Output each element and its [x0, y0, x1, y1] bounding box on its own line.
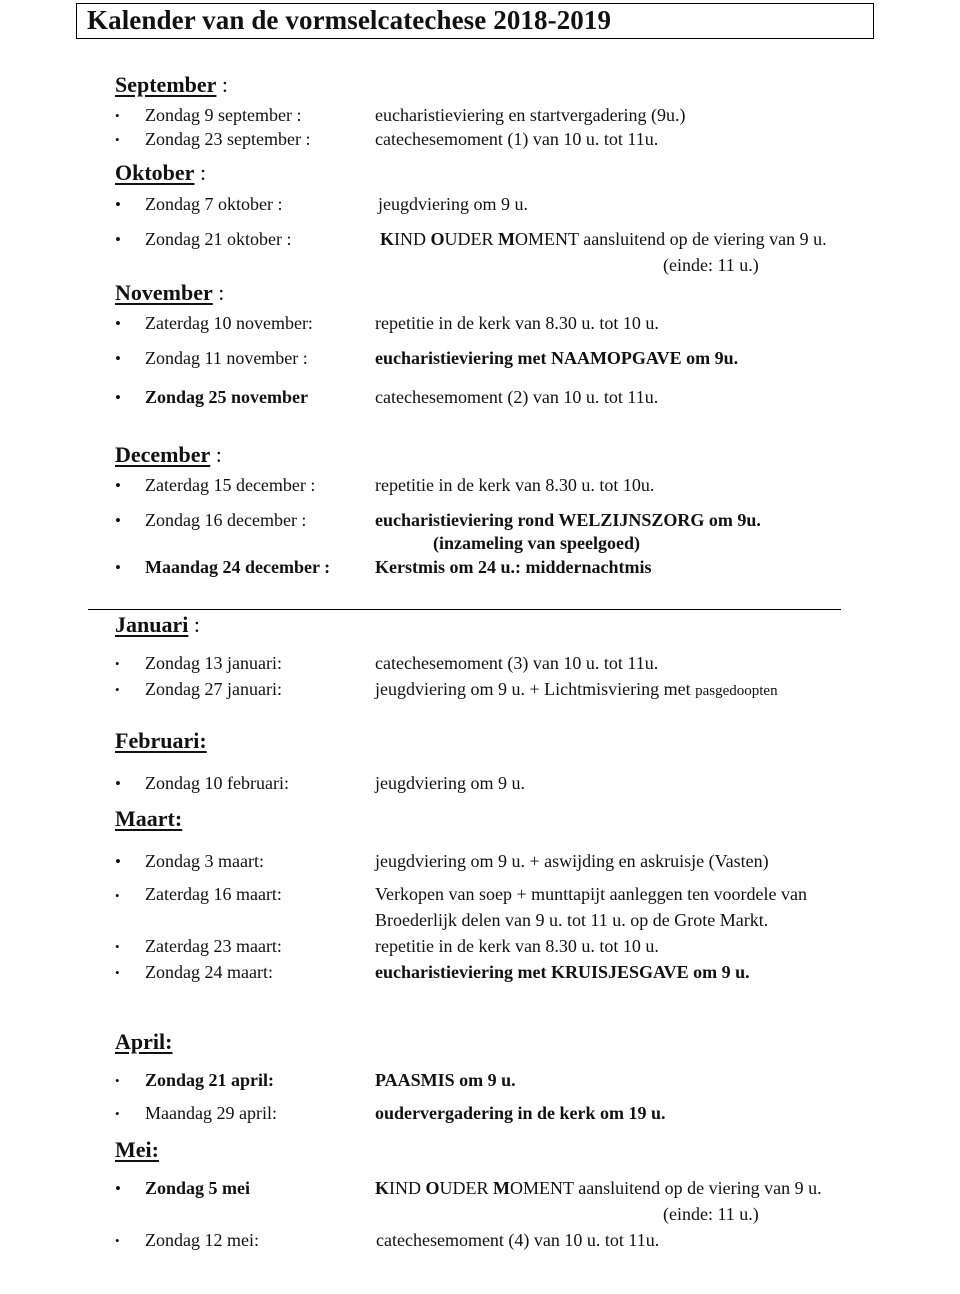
- entry-desc: catechesemoment (3) van 10 u. tot 11u.: [375, 653, 659, 673]
- entry-date: Zondag 7 oktober :: [145, 194, 283, 214]
- entry-desc: KIND OUDER MOMENT aansluitend op de viering van 9 u.: [380, 229, 827, 249]
- divider: [88, 609, 841, 610]
- entry-date: Zondag 11 november :: [145, 348, 308, 368]
- entry-date: Zondag 5 mei: [145, 1178, 251, 1198]
- entry-desc: Verkopen van soep + munttapijt aanleggen ten voordele van: [375, 884, 808, 904]
- entry-date: Zondag 16 december :: [145, 510, 307, 530]
- entry-desc: jeugdviering om 9 u.: [378, 194, 528, 214]
- entry-date: Maandag 24 december :: [145, 557, 331, 577]
- month-heading-januari: [115, 612, 200, 638]
- month-name: November: [115, 280, 213, 305]
- bullet: •: [115, 349, 121, 368]
- month-name: September: [115, 72, 217, 97]
- entry-desc: eucharistieviering met NAAMOPGAVE om 9u.: [375, 348, 739, 368]
- entry-desc: KIND OUDER MOMENT aansluitend op de viering van 9 u.: [375, 1178, 822, 1198]
- entry-date: Zaterdag 16 maart:: [145, 884, 282, 904]
- entry-desc: oudervergadering in de kerk om 19 u.: [375, 1103, 666, 1123]
- entry-date: Zondag 21 oktober :: [145, 229, 292, 249]
- entry-desc: repetitie in de kerk van 8.30 u. tot 10 u.: [375, 313, 659, 333]
- entry-date: Zaterdag 10 november:: [145, 313, 313, 333]
- entry-desc: catechesemoment (4) van 10 u. tot 11u.: [376, 1230, 660, 1250]
- bullet: •: [115, 476, 121, 495]
- entry-date: Zondag 21 april:: [145, 1070, 275, 1090]
- bullet: •: [115, 656, 120, 671]
- bullet: •: [115, 965, 120, 980]
- colon: :: [215, 442, 222, 467]
- bullet: •: [115, 195, 121, 214]
- month-name: December: [115, 442, 211, 467]
- entry-subnote: (einde: 11 u.): [663, 1204, 759, 1224]
- entry-date: Zondag 27 januari:: [145, 679, 282, 699]
- month-heading-september: [115, 72, 228, 98]
- bullet: •: [115, 132, 120, 147]
- colon: :: [218, 280, 225, 305]
- entry-desc: eucharistieviering met KRUISJESGAVE om 9 u.: [375, 962, 750, 982]
- entry-desc: jeugdviering om 9 u. + aswijding en askruisje (Vasten): [375, 851, 769, 871]
- bullet: •: [115, 314, 121, 333]
- month-name: April:: [115, 1029, 173, 1054]
- bullet: •: [115, 511, 121, 530]
- entry-desc: jeugdviering om 9 u. + Lichtmisviering met pasgedoopten: [375, 679, 778, 699]
- month-heading-maart: [115, 806, 182, 832]
- bullet: •: [115, 108, 120, 123]
- colon: :: [221, 72, 229, 97]
- month-heading-december: [115, 442, 222, 468]
- colon: :: [199, 160, 207, 185]
- entry-desc: eucharistieviering rond WELZIJNSZORG om 9u.: [375, 510, 761, 530]
- month-heading-februari: [115, 728, 207, 754]
- colon: :: [193, 612, 200, 637]
- month-name: Maart:: [115, 806, 183, 831]
- month-name: Mei:: [115, 1137, 159, 1162]
- entry-desc: catechesemoment (2) van 10 u. tot 11u.: [375, 387, 659, 407]
- title-box: [76, 3, 874, 39]
- entry-date: Zondag 23 september :: [145, 129, 311, 149]
- month-name: Februari:: [115, 728, 207, 753]
- entry-date: Zondag 12 mei:: [145, 1230, 259, 1250]
- bullet: •: [115, 682, 120, 697]
- entry-date: Zondag 24 maart:: [145, 962, 273, 982]
- entry-desc: eucharistieviering en startvergadering (9u.): [375, 105, 686, 125]
- bullet: •: [115, 1179, 121, 1198]
- entry-date: Zondag 10 februari:: [145, 773, 289, 793]
- entry-date: Zaterdag 15 december :: [145, 475, 316, 495]
- month-heading-november: [115, 280, 224, 306]
- bullet: •: [115, 1106, 120, 1121]
- entry-subnote: (inzameling van speelgoed): [433, 533, 640, 553]
- bullet: •: [115, 230, 121, 249]
- month-name: Januari: [115, 612, 189, 637]
- month-heading-april: [115, 1029, 172, 1055]
- bullet: •: [115, 939, 120, 954]
- entry-desc: PAASMIS om 9 u.: [375, 1070, 516, 1090]
- bullet: •: [115, 852, 121, 871]
- page-title: Kalender van de vormselcatechese 2018-2019: [87, 5, 612, 35]
- entry-date: Zondag 9 september :: [145, 105, 302, 125]
- entry-date: Zondag 13 januari:: [145, 653, 282, 673]
- entry-date: Maandag 29 april:: [145, 1103, 277, 1123]
- entry-desc: repetitie in de kerk van 8.30 u. tot 10u.: [375, 475, 655, 495]
- bullet: •: [115, 774, 121, 793]
- entry-date: Zondag 3 maart:: [145, 851, 264, 871]
- month-name: Oktober: [115, 160, 195, 185]
- entry-date: Zondag 25 november: [145, 387, 309, 407]
- entry-desc: repetitie in de kerk van 8.30 u. tot 10 u.: [375, 936, 659, 956]
- month-heading-mei: [115, 1137, 159, 1163]
- entry-date: Zaterdag 23 maart:: [145, 936, 282, 956]
- entry-desc: jeugdviering om 9 u.: [375, 773, 525, 793]
- bullet: •: [115, 388, 121, 407]
- entry-desc-line2: Broederlijk delen van 9 u. tot 11 u. op de Grote Markt.: [375, 910, 769, 930]
- month-heading-oktober: [115, 160, 206, 186]
- entry-subnote: (einde: 11 u.): [663, 255, 759, 275]
- bullet: •: [115, 558, 121, 577]
- bullet: •: [115, 1233, 120, 1248]
- entry-desc: catechesemoment (1) van 10 u. tot 11u.: [375, 129, 659, 149]
- entry-desc: Kerstmis om 24 u.: middernachtmis: [375, 557, 652, 577]
- bullet: •: [115, 1073, 120, 1088]
- bullet: •: [115, 888, 120, 903]
